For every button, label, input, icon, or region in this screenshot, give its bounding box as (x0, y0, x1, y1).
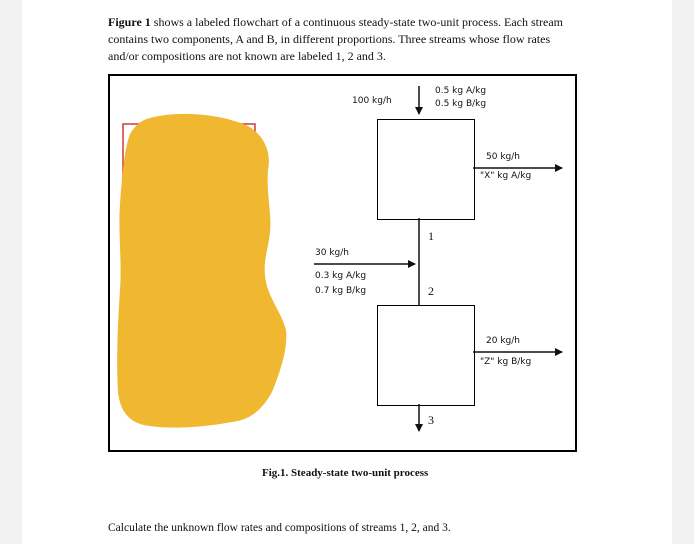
feed-mid-rate: 30 kg/h (315, 248, 349, 258)
feed-top-rate: 100 kg/h (352, 96, 392, 106)
yellow-scribble (117, 114, 286, 428)
figure-reference: Figure 1 (108, 15, 151, 29)
out-bottom-comp: "Z" kg B/kg (480, 357, 532, 367)
stream-3-label: 3 (428, 413, 434, 427)
feed-mid-comp-a: 0.3 kg A/kg (315, 271, 367, 281)
out-top-comp: "X" kg A/kg (480, 171, 532, 181)
intro-line-2: contains two components, A and B, in different proportions. Three streams whose flow rates (108, 32, 551, 46)
stream-1-label: 1 (428, 229, 434, 243)
feed-top-comp-a: 0.5 kg A/kg (435, 86, 487, 96)
feed-top-comp-b: 0.5 kg B/kg (435, 99, 487, 109)
out-bottom-rate: 20 kg/h (486, 336, 520, 346)
stream-2-label: 2 (428, 284, 434, 298)
question-text: Calculate the unknown flow rates and compositions of streams 1, 2, and 3. (108, 522, 451, 534)
intro-line-3: and/or compositions are not known are labeled 1, 2 and 3. (108, 49, 386, 63)
out-top-rate: 50 kg/h (486, 152, 520, 162)
intro-line-1-text: shows a labeled flowchart of a continuous steady-state two-unit process. Each stream (150, 15, 563, 29)
feed-mid-comp-b: 0.7 kg B/kg (315, 286, 367, 296)
figure-caption: Fig.1. Steady-state two-unit process (262, 467, 429, 479)
